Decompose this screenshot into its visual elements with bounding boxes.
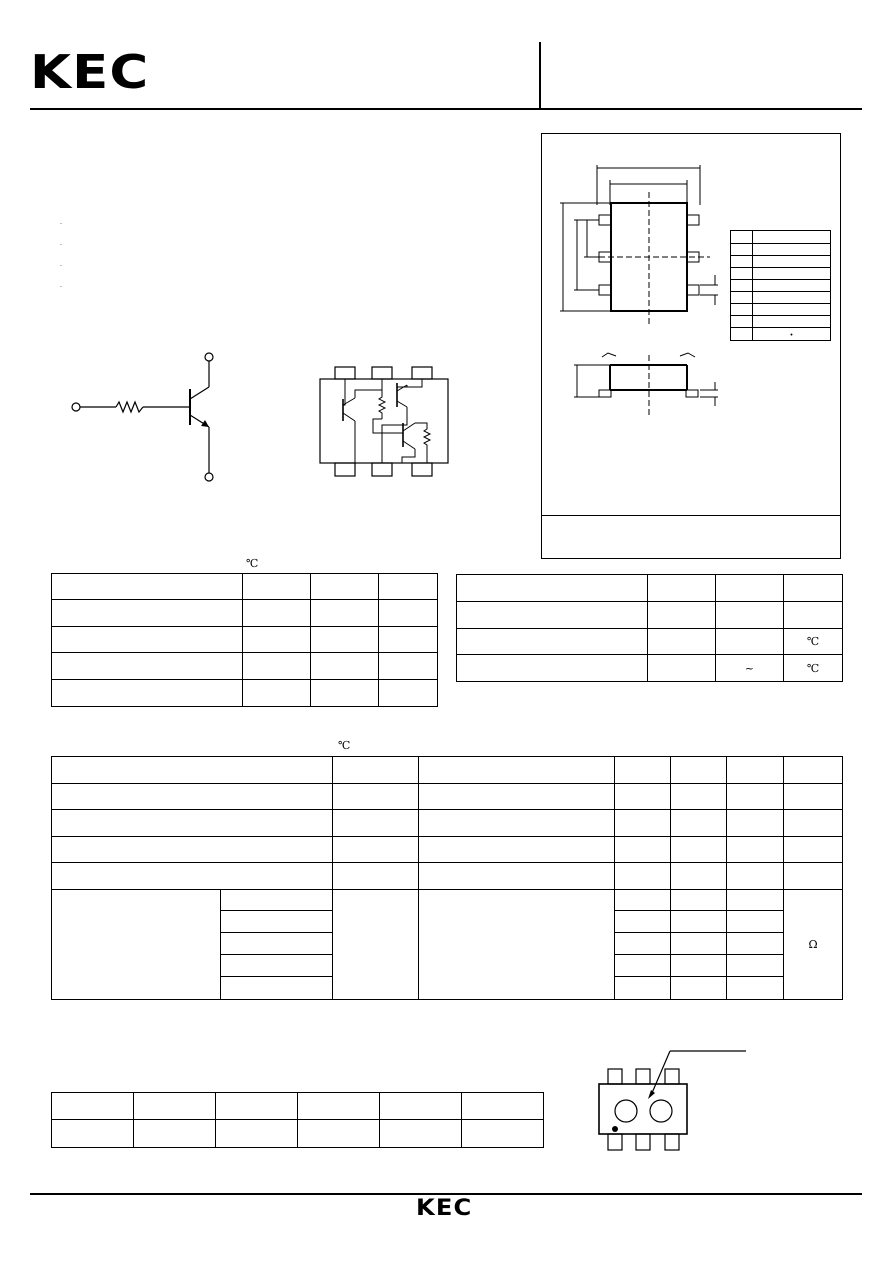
resistance-unit-ohm: Ω	[808, 938, 818, 951]
feature-bullet: .	[60, 282, 62, 289]
max-ratings-temp-unit: ℃	[246, 557, 259, 570]
feature-bullet: .	[60, 240, 62, 247]
header-logo: KEC	[30, 45, 150, 99]
feature-bullet: .	[60, 261, 62, 268]
storage-temp-unit: ℃	[806, 661, 820, 675]
dimension-table	[730, 230, 831, 341]
header-divider-vertical	[539, 42, 541, 110]
header-rule	[30, 108, 862, 110]
thermal-temp-unit: ℃	[806, 635, 820, 648]
package-dimension-drawing	[550, 160, 730, 415]
marking-diagram	[590, 1045, 750, 1157]
footer-logo: KEC	[416, 1196, 473, 1221]
package-panel-divider	[542, 515, 840, 516]
electrical-characteristics-table	[51, 756, 843, 1000]
range-tilde: ~	[744, 661, 755, 675]
max-ratings-table	[51, 573, 438, 707]
thermal-ratings-table	[456, 574, 843, 682]
dimension-table-mark: •	[753, 328, 831, 341]
equivalent-circuit-diagram	[60, 345, 240, 490]
feature-bullet: .	[60, 219, 62, 226]
classification-table	[51, 1092, 544, 1148]
internal-connection-diagram	[315, 365, 455, 480]
electrical-temp-unit: ℃	[338, 739, 351, 752]
footer-rule	[30, 1193, 862, 1195]
